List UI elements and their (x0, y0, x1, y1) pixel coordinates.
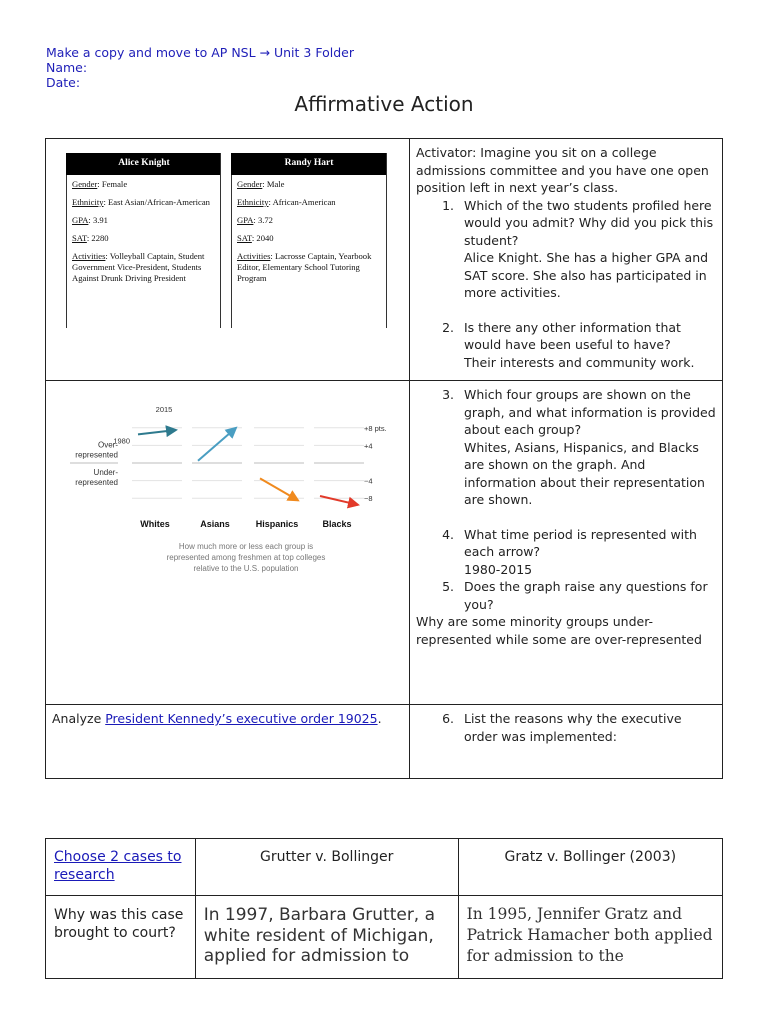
year-1980-label: 1980 (113, 436, 130, 446)
answer-2: Their interests and community work. (464, 354, 695, 370)
category-label: Hispanics (255, 519, 299, 529)
y-tick-label: −8 (364, 494, 373, 504)
question-5: Does the graph raise any questions for you? (464, 579, 708, 612)
question-6: List the reasons why the executive order was implemented: (464, 711, 682, 744)
page-title: Affirmative Action (294, 92, 474, 116)
name-line: Name: (46, 60, 88, 75)
answer-5: Why are some minority groups under-represented while some are over-represented (416, 614, 702, 647)
representation-chart (46, 391, 386, 581)
question-4: What time period is represented with each arrow? (464, 526, 697, 559)
answer-3: Whites, Asians, Hispanics, and Blacks are shown on the graph. And information about their representation are shown. (464, 439, 705, 507)
choose-cases-link[interactable]: Choose 2 cases to research (46, 839, 196, 896)
y-tick-label: −4 (364, 476, 373, 486)
y-tick-label: +8 pts. (364, 423, 386, 433)
date-line: Date: (46, 75, 81, 90)
arrow-whites (138, 430, 176, 434)
activator-cell: Activator: Imagine you sit on a college admissions committee and you have one open position left in next year’s class. 1. Which of the two students profiled here would you admit? Why did you pick this student? Alice Knight. She has a higher GPA and SAT score. She also has participated in more activities. 2. Is there any other information that would have been useful to have? Their interests and community work. (410, 139, 723, 381)
row-label: Why was this case brought to court? (46, 896, 196, 979)
year-2015-label: 2015 (155, 405, 173, 414)
student-profiles (66, 153, 386, 328)
under-represented-label: Under- (93, 467, 118, 477)
exec-order-cell: Analyze President Kennedy’s executive order 19025. (46, 705, 410, 779)
profile-randy: Randy Hart Gender: Male Ethnicity: African-American GPA: 3.72 SAT: 2040 Activities: Lacrosse Captain, Yearbook Editor, Elementary School Tutoring Program (231, 153, 387, 328)
header-instructions (46, 45, 354, 90)
grutter-answer[interactable]: In 1997, Barbara Grutter, a white resident of Michigan, applied for admission to (195, 896, 458, 979)
chart-caption: How much more or less each group is (178, 542, 314, 551)
profile-name: Alice Knight (66, 153, 222, 175)
category-label: Blacks (322, 519, 352, 529)
y-tick-label: +4 (364, 441, 373, 451)
question-1: Which of the two students profiled here would you admit? Why did you pick this student? (464, 197, 714, 248)
arrow-asians (198, 428, 236, 461)
profiles-cell (46, 139, 410, 381)
activator-intro: Activator: Imagine you sit on a college admissions committee and you have one open position left in next year’s class. (416, 145, 709, 195)
graph-questions-cell: 3. Which four groups are shown on the graph, and what information is provided about each group? Whites, Asians, Hispanics, and Blacks are shown on the graph. And information about their representation are shown. 4. What time period is represented with each arrow? 1980-2015 5. Does the graph raise any questions for you? Why are some minority groups under-represented while some are over-represented (410, 381, 723, 705)
question-3: Which four groups are shown on the graph, and what information is provided about each group? (464, 387, 716, 437)
graph-cell (46, 381, 410, 705)
category-label: Whites (140, 519, 170, 529)
answer-4: 1980-2015 (464, 561, 533, 577)
activity-table (45, 138, 723, 779)
under-represented-label: represented (75, 477, 118, 487)
question-2: Is there any other information that would have been useful to have? (464, 319, 681, 352)
profile-alice: Alice Knight Gender: Female Ethnicity: East Asian/African-American GPA: 3.91 SAT: 2280 Activities: Volleyball Captain, Student Government Vice-President, Students Against Drunk Driving President (66, 153, 222, 328)
cases-table (45, 838, 723, 979)
arrow-hispanics (260, 478, 298, 500)
case-header-grutter: Grutter v. Bollinger (195, 839, 458, 896)
case-header-gratz: Gratz v. Bollinger (2003) (458, 839, 722, 896)
chart-caption: represented among freshmen at top colleges (166, 553, 326, 562)
over-represented-label: Over- (98, 440, 118, 450)
instruction-line: Make a copy and move to AP NSL → Unit 3 Folder (46, 45, 354, 60)
category-label: Asians (200, 519, 230, 529)
chart-caption: relative to the U.S. population (193, 564, 299, 573)
profile-name: Randy Hart (231, 153, 387, 175)
exec-order-link[interactable]: President Kennedy’s executive order 19025 (105, 711, 378, 726)
answer-1: Alice Knight. She has a higher GPA and SAT score. She also has participated in more activities. (464, 250, 709, 300)
gratz-answer[interactable]: In 1995, Jennifer Gratz and Patrick Hamacher both applied for admission to the (458, 896, 722, 979)
question-6-cell: 6. List the reasons why the executive order was implemented: (410, 705, 723, 779)
over-represented-label: represented (75, 450, 118, 460)
arrow-blacks (320, 496, 358, 505)
